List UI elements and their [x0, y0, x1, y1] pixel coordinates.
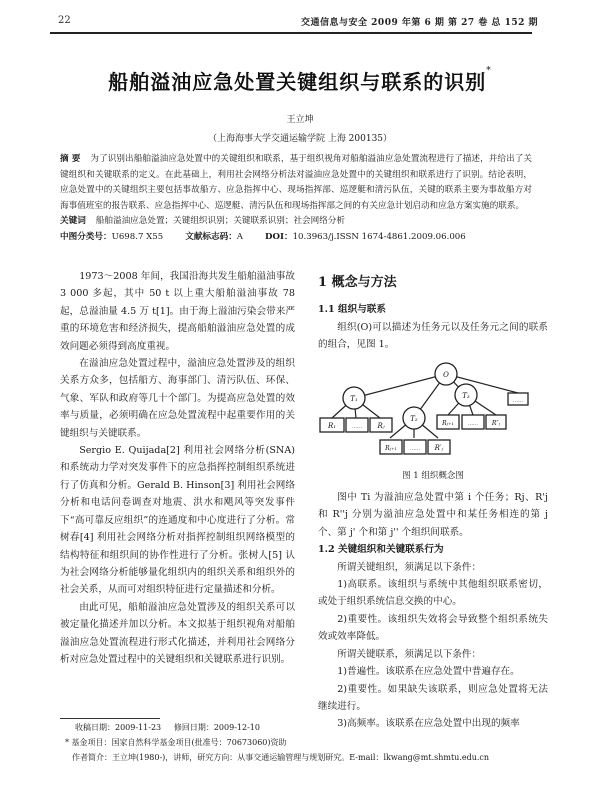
doc-code: 文献标志码：A	[185, 231, 244, 242]
node-T2: T₂	[410, 414, 418, 423]
doc-code-label: 文献标志码：	[185, 231, 237, 242]
section-1-1-heading: 1.1 组织与联系	[318, 304, 386, 316]
figure-description: 图中 Ti 为溢油应急处置中第 i 个任务；Rj、R'j 和 R''j 分别为溢油应急处置中和某任务相连的第 j 个、第 j' 个和第 j'' 个组织间联系。	[318, 492, 548, 538]
intro-paragraph-3: Sergio E. Quijada[2] 利用社会网络分析(SNA)和系统动力学对突发事件下的应急指挥控制组织系统进行了仿真和分析。Gerald B. Hinson[3] 利用社会网络分析和电话问卷调查对地震、洪水和飓风等突发事件下“高可靠反应组织”的连通度和中心度进行了分析。常树春[4] 利用社会网络分析对指挥控制组织网络模型的结构特征和组织间的协作性进行了分析。张树人[5] 认为社会网络分析能够量化组织内的组织关系和组织外的社会关系，从而可对组织特征进行定量描述和分析。	[60, 445, 295, 596]
header-rule	[50, 32, 532, 34]
figure-1-caption: 图 1 组织概念图	[402, 470, 464, 481]
paper-title	[0, 66, 600, 95]
title-footnote-mark: *	[486, 66, 492, 76]
submission-dates	[75, 722, 260, 733]
received-date: 收稿日期：2009-11-23	[75, 723, 162, 732]
author-name: 王立坤	[286, 115, 314, 125]
left-column	[60, 268, 295, 668]
svg-text:Rⱼ₊₁: Rⱼ₊₁	[442, 419, 454, 427]
keywords-text: 船舶溢油应急处置；关键组织识别；关键联系识别；社会网络分析	[95, 216, 346, 226]
footnote-rule	[60, 718, 160, 719]
abstract	[60, 152, 532, 214]
svg-text:……: ……	[352, 423, 362, 430]
key-link-item-2: 2)重要性。如果缺失该联系，则应急处置将无法继续进行。	[318, 683, 548, 712]
key-link-item-3: 3)高频率。该联系在应急处置中出现的频率	[337, 718, 520, 730]
node-T3: T₃	[462, 391, 470, 400]
key-org-item-1: 1)高联系。该组织与系统中其他组织联系密切，或处于组织系统信息交换的中心。	[318, 579, 548, 608]
svg-text:Rⱼ: Rⱼ	[377, 421, 385, 430]
right-column	[318, 268, 548, 733]
section-1-2-heading: 1.2 关键组织和关键联系行为	[318, 544, 444, 556]
node-O: O	[443, 370, 449, 379]
author-bio: 作者简介：王立坤(1980-)，讲师，研究方向：从事交通运输管理与规划研究。E-mail：lkwang@mt.shmtu.edu.cn	[72, 753, 490, 762]
section-1-1-paragraph: 组织(O)可以描述为任务元以及任务元之间的联系的组合，见图 1。	[318, 321, 548, 351]
clc-label: 中图分类号：	[60, 231, 112, 242]
svg-text:……: ……	[410, 445, 420, 452]
svg-text:R₁: R₁	[327, 421, 337, 430]
svg-text:……: ……	[513, 397, 523, 404]
abstract-text: 为了识别出船舶溢油应急处置中的关键组织和联系，基于组织视角对船舶溢油应急处置流程进行了描述，并给出了关键组织和关键联系的定义。在此基础上，利用社会网络分析法对溢油应急处置中的关键组织和联系进行了识别。结论表明，应急处置中的关键组织主要包括事故船方、应急指挥中心、现场指挥部、巡逻艇和清污队伍，关键的联系主要为事故船方对海事值班室的报告联系、应急指挥中心、巡逻艇、清污队伍和现场指挥部之间的有关应急计划启动和应急方案实施的联系。	[60, 154, 532, 211]
title-text: 船舶溢油应急处置关键组织与联系的识别	[108, 70, 487, 94]
node-T1: T₁	[350, 394, 358, 403]
key-link-intro: 所谓关键联系，须满足以下条件：	[337, 648, 482, 660]
key-org-item-2: 2)重要性。该组织失效将会导致整个组织系统失效或效率降低。	[318, 613, 548, 643]
figure-1-org-tree	[318, 360, 548, 468]
revised-date: 修回日期：2009-12-10	[173, 723, 260, 732]
section-1-heading: 1 概念与方法	[318, 275, 397, 290]
keywords	[60, 214, 532, 230]
author-affiliation: （上海海事大学交通运输学院 上海 200135）	[207, 134, 393, 144]
svg-text:R′ⱼ: R′ⱼ	[434, 443, 444, 452]
key-link-item-1: 1)普遍性。该联系在应急处置中普遍存在。	[337, 666, 520, 678]
classification-row	[60, 230, 532, 246]
svg-text:……: ……	[468, 420, 478, 427]
svg-text:Rⱼ₊₁: Rⱼ₊₁	[385, 444, 397, 452]
journal-info: 交通信息与安全 2009 年第 6 期 第 27 卷 总 152 期	[301, 18, 538, 28]
page-number: 22	[58, 15, 71, 26]
funding-note: * 基金项目：国家自然科学基金项目(批准号：70673060)资助	[65, 738, 287, 747]
abstract-block	[60, 152, 532, 245]
org-tree-diagram	[318, 360, 548, 468]
abstract-label: 摘 要	[60, 154, 81, 164]
key-org-intro: 所谓关键组织，须满足以下条件：	[337, 561, 482, 573]
keywords-label: 关键词	[60, 216, 86, 226]
intro-paragraph-1: 1973～2008 年间，我国沿海共发生船舶溢油事故 3 000 多起，其中 50 t 以上重大船舶溢油事故 78 起，总溢油量 4.5 万 t[1]。由于海上溢油污染会带来严重的环境危害和经济损失，提高船舶溢油应急处置的成效问题必须得到高度重视。	[60, 271, 295, 352]
intro-paragraph-4: 由此可见，船舶溢油应急处置涉及的组织关系可以被定量化描述并加以分析。本文拟基于组织视角对船舶溢油应急处置流程进行形式化描述，并利用社会网络分析对应急处置过程中的关键组织和关键联系进行识别。	[60, 601, 295, 665]
clc-code: 中图分类号：U698.7 X55	[60, 231, 164, 242]
doi: DOI：10.3963/j.ISSN 1674-4861.2009.06.006	[265, 231, 466, 242]
svg-text:R″ⱼ: R″ⱼ	[491, 419, 501, 427]
intro-paragraph-2: 在溢油应急处置过程中，溢油应急处置涉及的组织关系方众多，包括船方、海事部门、清污队伍、环保、气象、军队和政府等几十个部门。为提高应急处置的效率与质量，必须明确在应急处置流程中起重要作用的关键组织与关键联系。	[60, 358, 295, 439]
doi-label: DOI：	[265, 231, 293, 242]
